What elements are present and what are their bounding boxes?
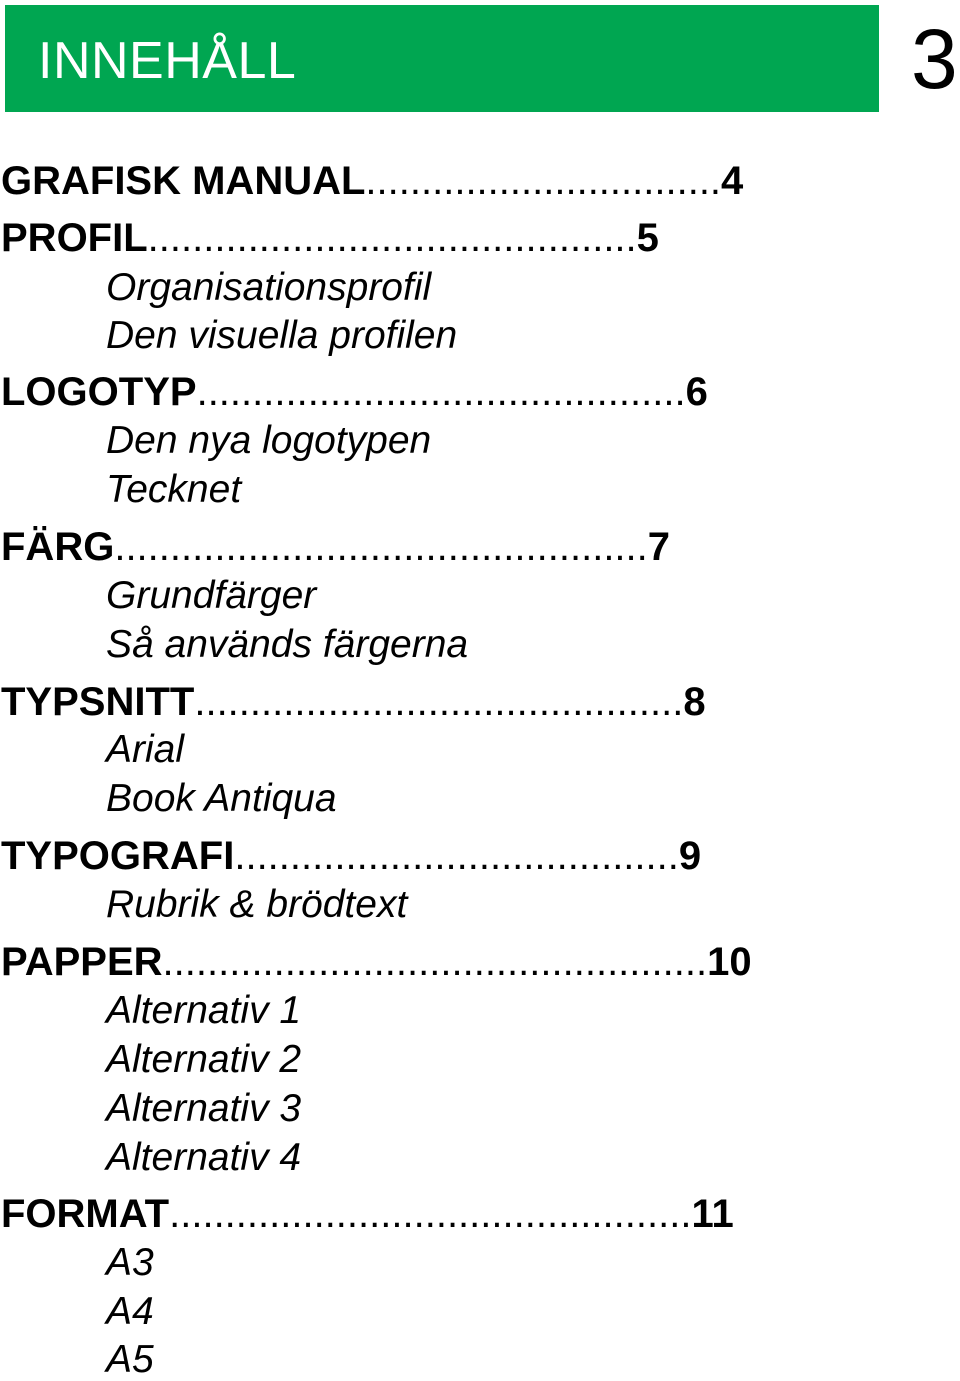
toc-subitem[interactable]: Book Antiqua bbox=[106, 777, 337, 820]
toc-subitem[interactable]: A4 bbox=[106, 1290, 154, 1333]
toc-subitem[interactable]: Organisationsprofil bbox=[106, 266, 432, 309]
toc-entry-logotyp[interactable] bbox=[1, 372, 708, 412]
toc-subitem[interactable]: Den visuella profilen bbox=[106, 314, 458, 357]
toc-entry-page: 6 bbox=[685, 370, 708, 414]
toc-subitem[interactable]: Grundfärger bbox=[106, 574, 317, 617]
toc-subitem[interactable]: A3 bbox=[106, 1241, 154, 1284]
toc-entry-papper[interactable] bbox=[1, 942, 752, 982]
toc-entry-page: 9 bbox=[678, 834, 702, 878]
toc-entry-typsnitt[interactable] bbox=[1, 682, 706, 722]
toc-entry-page: 4 bbox=[721, 159, 744, 203]
toc-subitem[interactable]: Rubrik & brödtext bbox=[106, 883, 408, 926]
toc-entry-page: 10 bbox=[707, 940, 752, 984]
toc-subitem[interactable]: Alternativ 4 bbox=[106, 1136, 302, 1179]
toc-subitem[interactable]: Tecknet bbox=[106, 468, 242, 511]
toc-subitem[interactable]: Alternativ 3 bbox=[106, 1087, 302, 1130]
toc-entry-title: TYPSNITT bbox=[1, 680, 195, 724]
toc-entry-page: 5 bbox=[636, 216, 659, 260]
toc-subitem[interactable]: Alternativ 1 bbox=[106, 989, 302, 1032]
toc-entry-leader: ............................................ bbox=[194, 680, 684, 724]
page-title: INNEHÅLL bbox=[38, 32, 297, 90]
toc-entry-leader: ............................................ bbox=[147, 216, 637, 260]
toc-entry-title: FÄRG bbox=[1, 525, 115, 569]
toc-entry-title: GRAFISK MANUAL bbox=[1, 159, 366, 203]
toc-entry-leader: ............................................... bbox=[169, 1192, 692, 1236]
toc-entry-leader: ........................................ bbox=[234, 834, 679, 878]
toc-subitem[interactable]: Arial bbox=[106, 728, 185, 771]
toc-entry-title: TYPOGRAFI bbox=[1, 834, 235, 878]
toc-entry-leader: ................................ bbox=[365, 159, 722, 203]
toc-entry-title: PAPPER bbox=[1, 940, 163, 984]
toc-entry-leader: ................................................ bbox=[114, 525, 648, 569]
toc-subitem[interactable]: A5 bbox=[106, 1338, 154, 1381]
toc-entry-farg[interactable] bbox=[1, 527, 670, 567]
toc-subitem[interactable]: Så används färgerna bbox=[106, 623, 469, 666]
toc-entry-title: PROFIL bbox=[1, 216, 148, 260]
page-number: 3 bbox=[911, 12, 958, 106]
toc-entry-leader: ................................................. bbox=[162, 940, 708, 984]
toc-entry-page: 11 bbox=[691, 1192, 734, 1236]
toc-entry-page: 7 bbox=[647, 525, 671, 569]
toc-subitem[interactable]: Alternativ 2 bbox=[106, 1038, 302, 1081]
toc-entry-title: FORMAT bbox=[1, 1192, 170, 1236]
toc-entry-leader: ............................................ bbox=[196, 370, 686, 414]
toc-entry-title: LOGOTYP bbox=[1, 370, 197, 414]
toc-entry-typografi[interactable] bbox=[1, 836, 701, 876]
toc-entry-format[interactable] bbox=[1, 1194, 734, 1234]
toc-entry-profil[interactable] bbox=[1, 218, 659, 258]
toc-entry-grafisk-manual[interactable] bbox=[1, 161, 743, 201]
toc-subitem[interactable]: Den nya logotypen bbox=[106, 419, 432, 462]
toc-entry-page: 8 bbox=[683, 680, 706, 724]
